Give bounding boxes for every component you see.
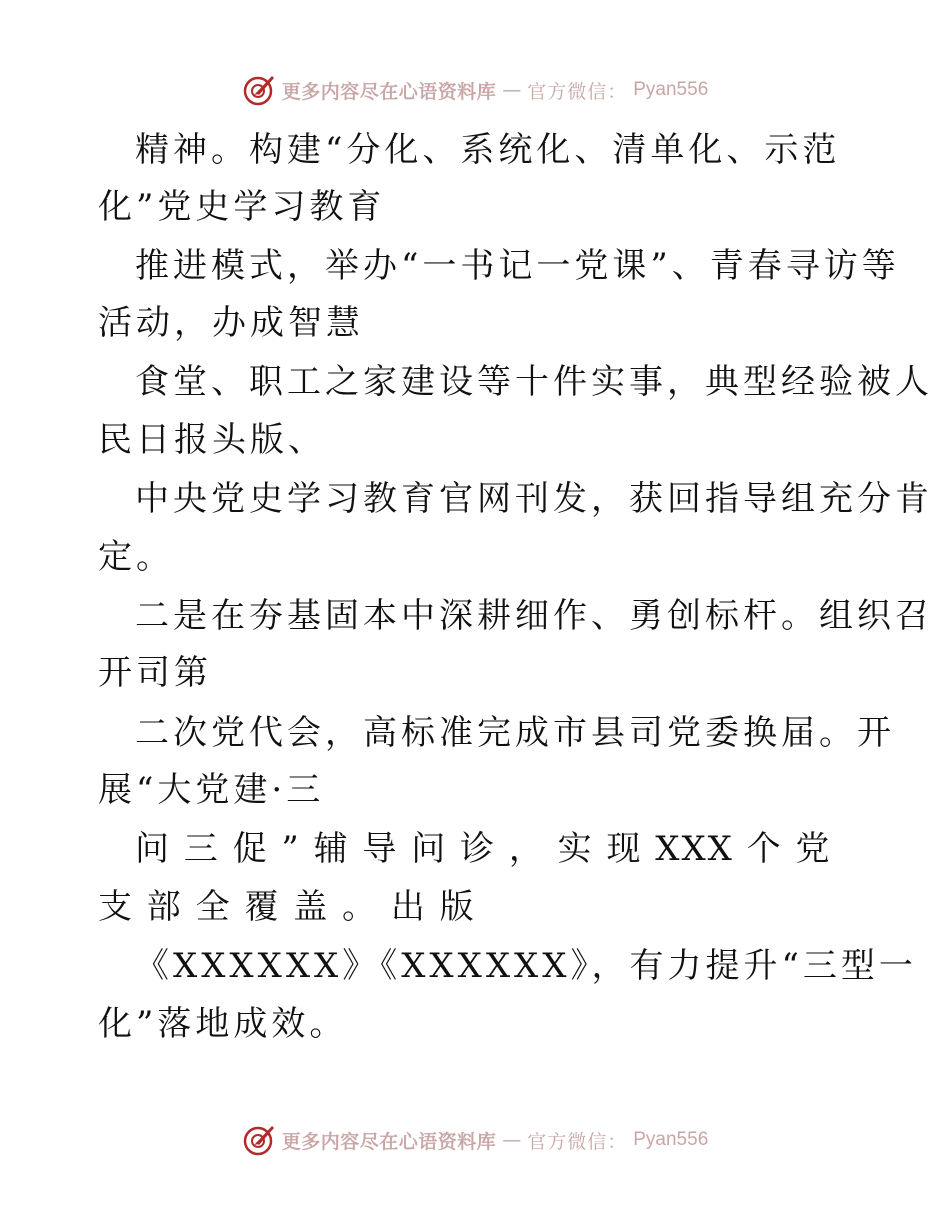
banner-wechat-label: 官方微信：	[527, 1130, 628, 1153]
body-line: 支 部 全 覆 盖 。 出 版	[98, 887, 476, 927]
body-line: 开司第	[98, 653, 212, 693]
body-line: 定。	[98, 537, 174, 577]
body-line: 活动，办成智慧	[98, 303, 364, 343]
body-line: 展“大党建·三	[98, 770, 325, 810]
banner-wechat-label: 官方微信：	[527, 80, 628, 103]
body-line: 民日报头版、	[98, 420, 326, 460]
body-line: 《XXXXXX》《XXXXXX》，有力提升“三型一	[135, 946, 917, 986]
body-line: 二是在夯基固本中深耕细作、勇创标杆。组织召	[135, 596, 933, 636]
body-line: 二次党代会，高标准完成市县司党委换届。开	[135, 713, 895, 753]
banner-separator: —	[502, 1129, 522, 1151]
body-line: 问 三 促 ” 辅 导 问 诊 ， 实 现 XXX 个 党	[135, 829, 832, 869]
body-line: 推进模式，举办“一书记一党课”、青春寻访等	[135, 246, 900, 286]
body-line: 化”落地成效。	[98, 1004, 348, 1044]
banner-brand-text: 更多内容尽在心语资料库	[281, 80, 497, 103]
body-line: 食堂、职工之家建设等十件实事，典型经验被人	[135, 362, 933, 402]
banner-wechat-id: Pyan556	[633, 79, 709, 100]
quill-logo-icon	[242, 1123, 276, 1157]
banner-brand-text: 更多内容尽在心语资料库	[281, 1130, 497, 1153]
body-line: 中央党史学习教育官网刊发，获回指导组充分肯	[135, 479, 933, 519]
body-line: 化”党史学习教育	[98, 187, 386, 227]
banner-separator: —	[502, 79, 522, 101]
banner-wechat-id: Pyan556	[633, 1129, 709, 1150]
body-line: 精神。构建“分化、系统化、清单化、示范	[135, 130, 841, 170]
footer-banner	[0, 1120, 950, 1160]
